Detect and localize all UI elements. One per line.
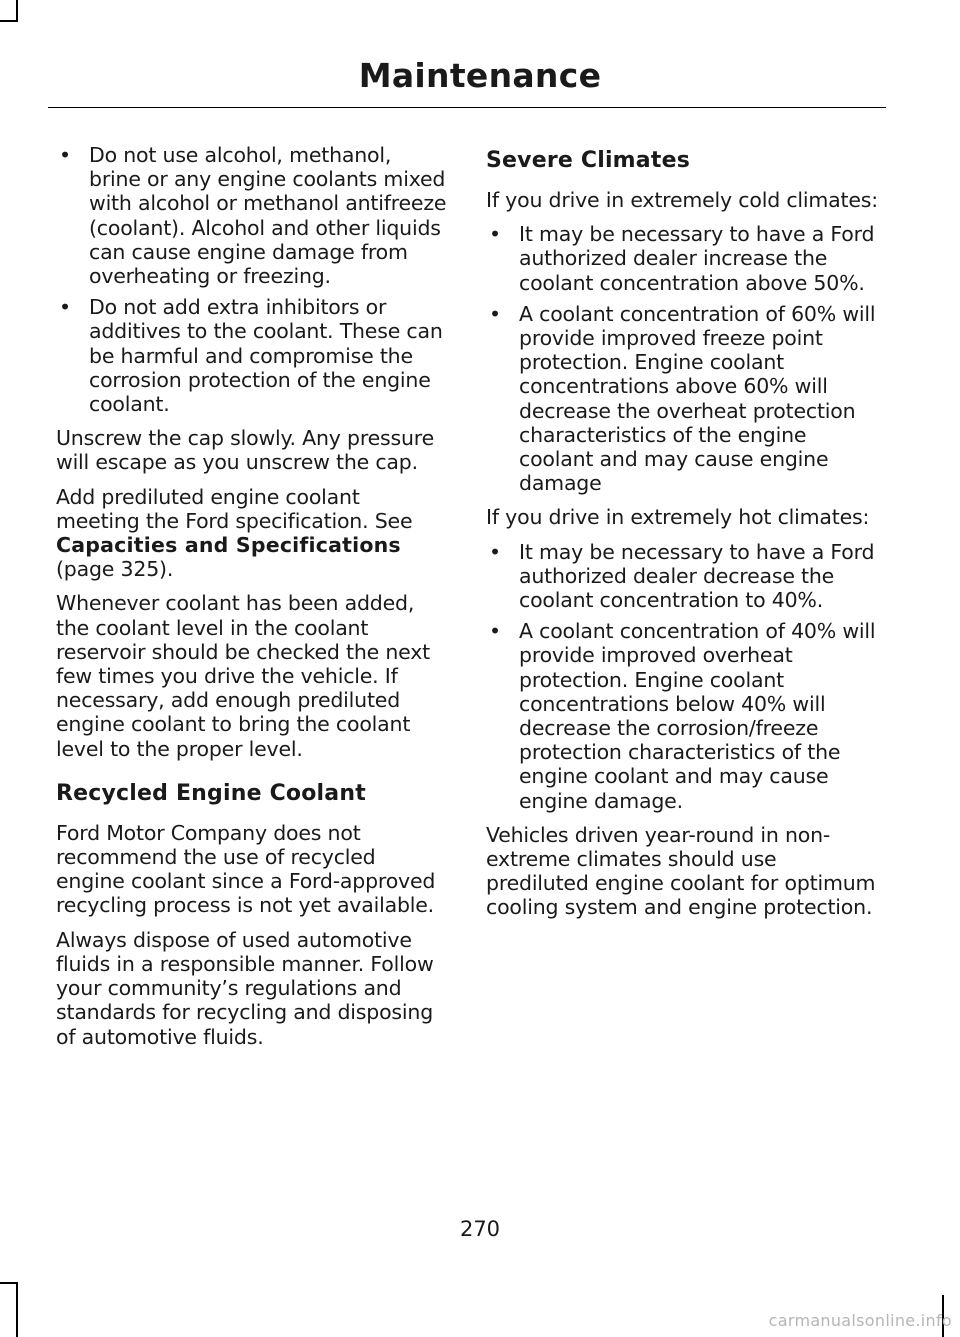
list-item-text: A coolant concentration of 40% will provide improved overheat protection. Engine coolant concentrations below 40% will decrease the corrosion/freeze protection characteristics of the engine coolant and may cause engine damage. (519, 619, 876, 813)
crop-mark-top-left-h (0, 20, 18, 22)
cold-climates-list (486, 222, 880, 495)
bullet-marker: • (59, 295, 71, 320)
list-item (56, 295, 448, 416)
paragraph-vehicles: Vehicles driven year-round in non-extreme climates should use prediluted engine coolant for optimum cooling system and engine protection. (486, 822, 876, 920)
list-item (486, 619, 880, 813)
cross-reference-link[interactable]: Capacities and Specifications (56, 533, 401, 558)
bullet-marker: • (489, 222, 501, 247)
crop-mark-bottom-left-h (0, 1282, 18, 1284)
section-heading-recycled: Recycled Engine Coolant (56, 780, 366, 806)
paragraph-dispose: Always dispose of used automotive fluids in a responsible manner. Follow your community’s regulations and standards for recycling and disposing of automotive fluids. (56, 927, 434, 1049)
list-item-text: A coolant concentration of 60% will provide improved freeze point protection. Engine coolant concentrations above 60% will decrease the overheat protection characteristics of the engine coolant and may cause engine damage (519, 301, 876, 496)
list-item-text: Do not use alcohol, methanol, brine or any engine coolants mixed with alcohol or methanol antifreeze (coolant). Alcohol and other liquids can cause engine damage from overheating or freezing. (89, 143, 447, 289)
list-item (486, 302, 880, 496)
hot-climates-intro: If you drive in extremely hot climates: (486, 505, 870, 530)
page-title: Maintenance (358, 56, 602, 95)
bullet-marker: • (489, 301, 501, 326)
list-item-text: It may be necessary to have a Ford authorized dealer increase the coolant concentration above 50%. (519, 222, 875, 295)
list-item (486, 540, 880, 613)
section-heading-severe: Severe Climates (486, 148, 690, 173)
hot-climates-list (486, 540, 880, 813)
cold-climates-intro: If you drive in extremely cold climates: (486, 188, 878, 212)
page-number: 270 (459, 1217, 501, 1241)
paragraph-whenever: Whenever coolant has been added, the coolant level in the coolant reservoir should be checked the next few times you drive the vehicle. If necessary, add enough prediluted engine coolant to bring the coolant level to the proper level. (56, 591, 431, 761)
paragraph-unscrew-cap: Unscrew the cap slowly. Any pressure will escape as you unscrew the cap. (56, 426, 434, 475)
watermark: carmanualsonline.info (768, 1311, 952, 1330)
right-column (486, 148, 880, 930)
list-item (486, 222, 880, 295)
header-divider (48, 107, 886, 108)
crop-mark-top-left (16, 0, 18, 20)
paragraph-add-coolant (56, 485, 448, 582)
list-item (56, 143, 448, 288)
bullet-marker: • (489, 539, 501, 564)
paragraph-text: Add prediluted engine coolant meeting the Ford specification. See (56, 484, 413, 533)
bullet-marker: • (59, 143, 71, 167)
crop-mark-bottom-left (16, 1282, 18, 1337)
list-item-text: It may be necessary to have a Ford authorized dealer decrease the coolant concentration to 40%. (519, 539, 875, 613)
left-column (56, 143, 448, 1059)
cross-reference-page: (page 325). (56, 557, 174, 582)
list-item-text: Do not add extra inhibitors or additives to the coolant. These can be harmful and compromise the corrosion protection of the engine coolant. (89, 295, 443, 417)
paragraph-ford: Ford Motor Company does not recommend the use of recycled engine coolant since a Ford-approved recycling process is not yet available. (56, 820, 436, 918)
bullet-marker: • (489, 619, 501, 644)
coolant-warning-list (56, 143, 448, 416)
